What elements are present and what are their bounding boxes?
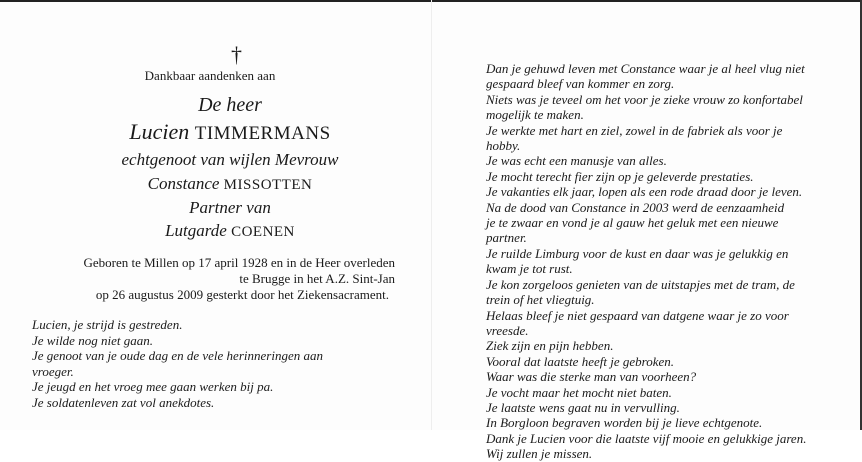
poem-line: vreesde. xyxy=(486,322,529,338)
poem-line: Vooral dat laatste heeft je gebroken. xyxy=(486,353,674,369)
spouse-last-name: MISSOTTEN xyxy=(223,177,313,193)
spouse-first-name: Constance xyxy=(147,174,224,193)
detail-line: te Brugge in het A.Z. Sint-Jan xyxy=(239,271,395,286)
dankbaar-heading: Dankbaar aandenken aan xyxy=(144,68,276,83)
poem-line: Je soldatenleven zat vol anekdotes. xyxy=(32,394,215,410)
poem-line: Na de dood van Constance in 2003 werd de eenzaamheid xyxy=(486,199,785,215)
spouse-intro: echtgenoot van wijlen Mevrouw xyxy=(121,150,339,169)
de-heer: De heer xyxy=(198,94,262,116)
poem-line: Lucien, je strijd is gestreden. xyxy=(32,317,183,332)
poem-line: Ziek zijn en pijn hebben. xyxy=(486,338,614,354)
poem-line: Niets was je teveel om het voor je zieke vrouw zo konfortabel xyxy=(486,91,803,107)
spouse-name xyxy=(30,174,430,194)
partner-intro: Partner van xyxy=(189,198,271,217)
poem-line: hobby. xyxy=(486,138,521,154)
poem-line: vroeger. xyxy=(32,363,74,379)
poem-line: Je jeugd en het vroeg mee gaan werken bij pa. xyxy=(32,379,274,394)
poem-line: Je mocht terecht fier zijn op je geleverde prestaties. xyxy=(486,168,754,184)
poem-line: partner. xyxy=(486,230,527,246)
poem-left xyxy=(32,317,323,410)
poem-line: trein of het vliegtuig. xyxy=(486,292,595,308)
poem-line: Je vocht maar het mocht niet baten. xyxy=(486,384,672,400)
poem-line: Waar was die sterke man van voorheen? xyxy=(486,369,697,385)
deceased-first-name: Lucien xyxy=(129,119,195,144)
deceased-last-name: TIMMERMANS xyxy=(194,123,331,144)
poem-line: kwam je tot rust. xyxy=(486,261,573,277)
poem-line: Dank je Lucien voor die laatste vijf mooie en gelukkige jaren. xyxy=(486,430,807,446)
partner-last-name: COENEN xyxy=(231,224,295,240)
poem-line: mogelijk te maken. xyxy=(486,107,584,123)
poem-line: je te zwaar en vond je al gauw het geluk met een nieuwe xyxy=(486,215,779,231)
poem-line: Je kon zorgeloos genieten van de uitstapjes met de tram, de xyxy=(486,276,795,292)
partner-name xyxy=(30,221,430,241)
poem-line: Je vakanties elk jaar, lopen als een rode draad door je leven. xyxy=(486,184,803,200)
birth-death-details xyxy=(65,255,395,303)
poem-line: In Borgloon begraven worden bij je lieve echtgenote. xyxy=(486,415,763,431)
poem-line: gespaard bleef van kommer en zorg. xyxy=(486,76,675,92)
poem-line: Je wilde nog niet gaan. xyxy=(32,332,153,348)
poem-line: Je laatste wens gaat nu in vervulling. xyxy=(486,399,680,415)
poem-line: Je ruilde Limburg voor de kust en daar was je gelukkig en xyxy=(486,245,789,261)
poem-line: Je werkte met hart en ziel, zowel in de fabriek als voor je xyxy=(486,122,783,138)
poem-right xyxy=(486,61,806,462)
card-fold-line xyxy=(431,0,432,430)
deceased-name xyxy=(30,119,430,145)
cross-icon: † xyxy=(231,42,242,67)
detail-line: op 26 augustus 2009 gesterkt door het Ziekensacrament. xyxy=(95,287,389,302)
poem-line: Wij zullen je missen. xyxy=(486,446,593,462)
detail-line: Geboren te Millen op 17 april 1928 en in de Heer overleden xyxy=(83,255,395,270)
poem-line: Je genoot van je oude dag en de vele herinneringen aan xyxy=(32,348,323,363)
poem-line: Dan je gehuwd leven met Constance waar je al heel vlug niet xyxy=(486,61,805,76)
partner-first-name: Lutgarde xyxy=(165,221,232,240)
poem-line: Je was echt een manusje van alles. xyxy=(486,153,667,169)
poem-line: Helaas bleef je niet gespaard van datgene waar je zo voor xyxy=(486,307,789,323)
